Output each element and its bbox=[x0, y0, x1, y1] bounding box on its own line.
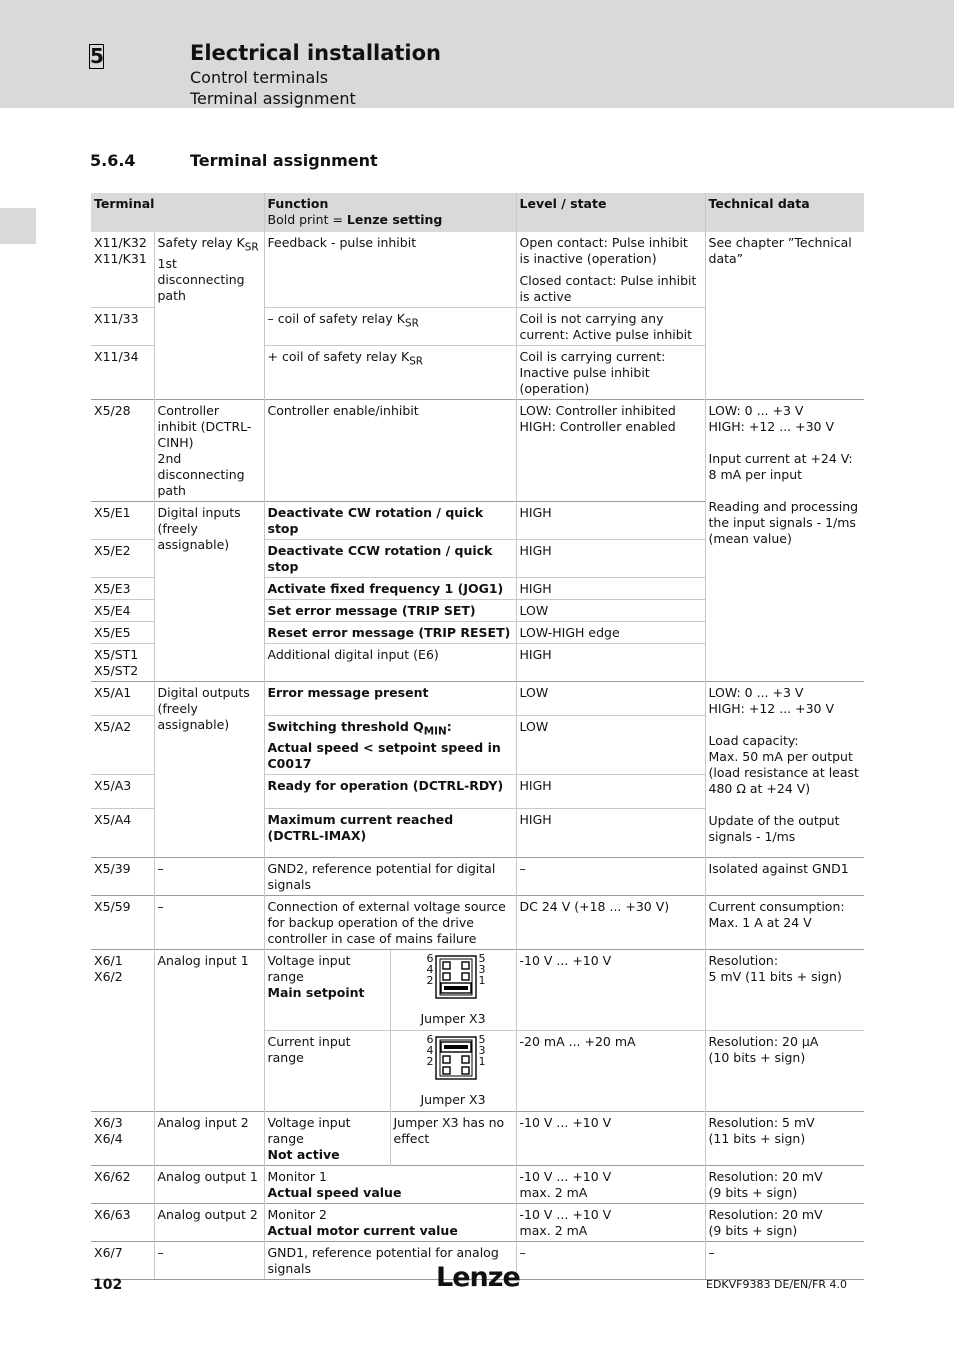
techdata-cell: Resolution: 20 mV (9 bits + sign) bbox=[705, 1165, 864, 1203]
terminal-cell: X6/7 bbox=[91, 1241, 154, 1279]
chapter-number: 5 bbox=[90, 44, 104, 68]
function-cell bbox=[264, 346, 516, 400]
group-label-rest: 1st disconnecting path bbox=[157, 255, 245, 303]
terminal-assignment-table bbox=[91, 193, 864, 1280]
header-function-note: Bold print = bbox=[267, 212, 347, 227]
table-row bbox=[91, 857, 864, 895]
terminal-cell: X6/3 X6/4 bbox=[91, 1111, 154, 1165]
terminal-cell: X6/63 bbox=[91, 1203, 154, 1241]
function-cell: GND2, reference potential for digital signals bbox=[264, 857, 516, 895]
terminal-cell: X5/A1 bbox=[91, 682, 154, 716]
level-line: Closed contact: Pulse inhibit is active bbox=[519, 273, 697, 304]
function-text: – coil of safety relay K bbox=[267, 311, 405, 326]
function-text: Actual speed < setpoint speed in C0017 bbox=[267, 739, 501, 771]
function-cell: Deactivate CW rotation / quick stop bbox=[264, 502, 516, 540]
group-cell: – bbox=[154, 895, 264, 949]
table-row bbox=[91, 682, 864, 716]
header-level: Level / state bbox=[516, 193, 705, 232]
table-row bbox=[91, 1203, 864, 1241]
function-cell bbox=[264, 308, 516, 346]
function-cell bbox=[264, 716, 516, 775]
techdata-cell: LOW: 0 ... +3 V HIGH: +12 ... +30 V Load capacity: Max. 50 mA per output (load resistance at least 480 Ω at +24 V) Update of the output signals - 1/ms bbox=[705, 682, 864, 858]
group-cell bbox=[154, 232, 264, 400]
function-cell: Maximum current reached (DCTRL-IMAX) bbox=[264, 808, 516, 857]
table-row bbox=[91, 400, 864, 502]
terminal-cell: X5/E2 bbox=[91, 540, 154, 578]
jumper-label: Jumper X3 bbox=[420, 1010, 486, 1026]
function-cell: Feedback - pulse inhibit bbox=[264, 232, 516, 308]
terminal-cell: X5/ST1 X5/ST2 bbox=[91, 644, 154, 682]
level-cell: HIGH bbox=[516, 578, 705, 600]
level-cell: LOW bbox=[516, 682, 705, 716]
group-cell: Analog input 2 bbox=[154, 1111, 264, 1165]
jumper-pins-right: 5 3 1 bbox=[478, 1032, 486, 1068]
level-cell: HIGH bbox=[516, 644, 705, 682]
level-cell: -10 V ... +10 V bbox=[516, 949, 705, 1030]
terminal-cell: X5/E1 bbox=[91, 502, 154, 540]
techdata-cell: Isolated against GND1 bbox=[705, 857, 864, 895]
terminal-cell: X5/E3 bbox=[91, 578, 154, 600]
table-row bbox=[91, 232, 864, 308]
jumper-x3-current-diagram bbox=[424, 1032, 494, 1082]
header-function bbox=[264, 193, 516, 232]
level-cell bbox=[516, 232, 705, 308]
techdata-cell: Current consumption: Max. 1 A at 24 V bbox=[705, 895, 864, 949]
chapter-title: Electrical installation bbox=[190, 41, 441, 65]
level-cell: HIGH bbox=[516, 502, 705, 540]
group-cell: – bbox=[154, 1241, 264, 1279]
level-cell: HIGH bbox=[516, 540, 705, 578]
level-cell: -20 mA ... +20 mA bbox=[516, 1030, 705, 1111]
group-subscript: SR bbox=[244, 241, 259, 254]
function-cell: Deactivate CCW rotation / quick stop bbox=[264, 540, 516, 578]
function-text: + coil of safety relay K bbox=[267, 349, 410, 364]
function-cell: Ready for operation (DCTRL-RDY) bbox=[264, 774, 516, 808]
chapter-subtitle: Control terminals bbox=[190, 68, 329, 87]
group-cell: Digital inputs (freely assignable) bbox=[154, 502, 264, 682]
level-cell: DC 24 V (+18 ... +30 V) bbox=[516, 895, 705, 949]
function-cell: Error message present bbox=[264, 682, 516, 716]
function-text: Monitor 1 bbox=[267, 1168, 327, 1184]
function-cell: GND1, reference potential for analog signals bbox=[264, 1241, 516, 1279]
function-text: : bbox=[446, 719, 452, 734]
terminal-cell: X11/34 bbox=[91, 346, 154, 400]
group-cell: Analog output 2 bbox=[154, 1203, 264, 1241]
techdata-cell: – bbox=[705, 1241, 864, 1279]
level-cell: LOW-HIGH edge bbox=[516, 622, 705, 644]
techdata-cell: Resolution: 5 mV (11 bits + sign) bbox=[705, 949, 864, 1030]
table-row bbox=[91, 1111, 864, 1165]
table-row bbox=[91, 895, 864, 949]
function-cell bbox=[264, 1203, 516, 1241]
level-cell: Coil is not carrying any current: Active pulse inhibit bbox=[516, 308, 705, 346]
document-reference: EDKVF9383 DE/EN/FR 4.0 bbox=[706, 1278, 847, 1291]
techdata-cell: Resolution: 20 µA (10 bits + sign) bbox=[705, 1030, 864, 1111]
header-function-note-bold: Lenze setting bbox=[346, 212, 443, 227]
terminal-cell: X11/33 bbox=[91, 308, 154, 346]
techdata-text: LOW: 0 ... +3 V HIGH: +12 ... +30 V Input current at +24 V: 8 mA per input bbox=[708, 403, 853, 482]
header-function-label: Function bbox=[267, 196, 329, 211]
level-cell: HIGH bbox=[516, 774, 705, 808]
level-cell: -10 V ... +10 V bbox=[516, 1111, 705, 1165]
table-row bbox=[91, 949, 864, 1030]
techdata-cell: Resolution: 5 mV (11 bits + sign) bbox=[705, 1111, 864, 1165]
group-cell: Digital outputs (freely assignable) bbox=[154, 682, 264, 858]
jumper-label: Jumper X3 bbox=[420, 1091, 486, 1107]
section-number: 5.6.4 bbox=[90, 151, 136, 170]
level-cell: -10 V ... +10 V max. 2 mA bbox=[516, 1203, 705, 1241]
terminal-cell: X5/A4 bbox=[91, 808, 154, 857]
function-text-bold: Actual speed value bbox=[267, 1184, 402, 1200]
header-techdata: Technical data bbox=[705, 193, 864, 232]
header-terminal: Terminal bbox=[91, 193, 154, 232]
level-cell: Coil is carrying current: Inactive pulse inhibit (operation) bbox=[516, 346, 705, 400]
level-cell: LOW bbox=[516, 600, 705, 622]
function-cell: Additional digital input (E6) bbox=[264, 644, 516, 682]
techdata-cell: See chapter ”Technical data” bbox=[705, 232, 864, 400]
terminal-cell: X5/A3 bbox=[91, 774, 154, 808]
function-text: Switching threshold Q bbox=[267, 719, 424, 734]
terminal-cell: X5/39 bbox=[91, 857, 154, 895]
jumper-cell bbox=[390, 949, 516, 1030]
terminal-cell: X5/28 bbox=[91, 400, 154, 502]
jumper-pins-right: 5 3 1 bbox=[478, 951, 486, 987]
group-cell: Analog input 1 bbox=[154, 949, 264, 1111]
group-cell: – bbox=[154, 857, 264, 895]
function-text-bold: Actual motor current value bbox=[267, 1222, 458, 1238]
function-subscript: SR bbox=[409, 355, 424, 368]
function-text: Monitor 2 bbox=[267, 1206, 327, 1222]
jumper-pins-left: 6 4 2 bbox=[426, 1032, 434, 1068]
function-cell: Connection of external voltage source for backup operation of the drive controller in case of mains failure bbox=[264, 895, 516, 949]
level-cell: – bbox=[516, 1241, 705, 1279]
chapter-subtitle-2: Terminal assignment bbox=[190, 89, 356, 108]
function-text: Voltage input range bbox=[267, 952, 351, 984]
level-cell: -10 V ... +10 V max. 2 mA bbox=[516, 1165, 705, 1203]
header-blank bbox=[154, 193, 264, 232]
table-header-row bbox=[91, 193, 864, 232]
techdata-cell: Resolution: 20 mV (9 bits + sign) bbox=[705, 1203, 864, 1241]
jumper-x3-icon bbox=[435, 955, 477, 999]
side-tab-marker bbox=[0, 208, 36, 244]
function-cell: Current input range bbox=[264, 1030, 390, 1111]
techdata-text: Reading and processing the input signals - 1/ms (mean value) bbox=[708, 499, 859, 546]
group-cell: Controller inhibit (DCTRL-CINH) 2nd disconnecting path bbox=[154, 400, 264, 502]
level-cell: LOW bbox=[516, 716, 705, 775]
jumper-cell bbox=[390, 1030, 516, 1111]
function-text-bold: Main setpoint bbox=[267, 984, 365, 1000]
lenze-logo: Lenze bbox=[436, 1262, 520, 1293]
function-subscript: MIN bbox=[423, 725, 447, 738]
group-label: Safety relay K bbox=[157, 235, 245, 250]
function-cell: Set error message (TRIP SET) bbox=[264, 600, 516, 622]
section-title: Terminal assignment bbox=[190, 151, 378, 170]
function-cell bbox=[264, 949, 390, 1030]
function-cell bbox=[264, 1165, 516, 1203]
techdata-cell bbox=[705, 400, 864, 682]
jumper-x3-voltage-diagram bbox=[424, 951, 494, 1001]
function-cell bbox=[264, 1111, 390, 1165]
jumper-pins-left: 6 4 2 bbox=[426, 951, 434, 987]
terminal-cell: X6/1 X6/2 bbox=[91, 949, 154, 1111]
terminal-cell: X5/A2 bbox=[91, 716, 154, 775]
function-cell: Activate fixed frequency 1 (JOG1) bbox=[264, 578, 516, 600]
level-cell: LOW: Controller inhibited HIGH: Controller enabled bbox=[516, 400, 705, 502]
header-band bbox=[0, 0, 954, 108]
level-cell: – bbox=[516, 857, 705, 895]
terminal-cell: X5/59 bbox=[91, 895, 154, 949]
jumper-x3-icon bbox=[435, 1036, 477, 1080]
page-number: 102 bbox=[93, 1277, 123, 1293]
table-row bbox=[91, 1165, 864, 1203]
terminal-cell: X5/E5 bbox=[91, 622, 154, 644]
function-text: Voltage input range bbox=[267, 1114, 351, 1146]
terminal-cell: X11/K32 X11/K31 bbox=[94, 235, 147, 266]
terminal-cell: X6/62 bbox=[91, 1165, 154, 1203]
function-cell: Reset error message (TRIP RESET) bbox=[264, 622, 516, 644]
jumper-note-cell: Jumper X3 has no effect bbox=[390, 1111, 516, 1165]
level-line: Open contact: Pulse inhibit is inactive (operation) bbox=[519, 235, 688, 266]
group-cell: Analog output 1 bbox=[154, 1165, 264, 1203]
function-subscript: SR bbox=[404, 317, 419, 330]
function-cell: Controller enable/inhibit bbox=[264, 400, 516, 502]
level-cell: HIGH bbox=[516, 808, 705, 857]
terminal-cell: X5/E4 bbox=[91, 600, 154, 622]
function-text-bold: Not active bbox=[267, 1146, 340, 1162]
